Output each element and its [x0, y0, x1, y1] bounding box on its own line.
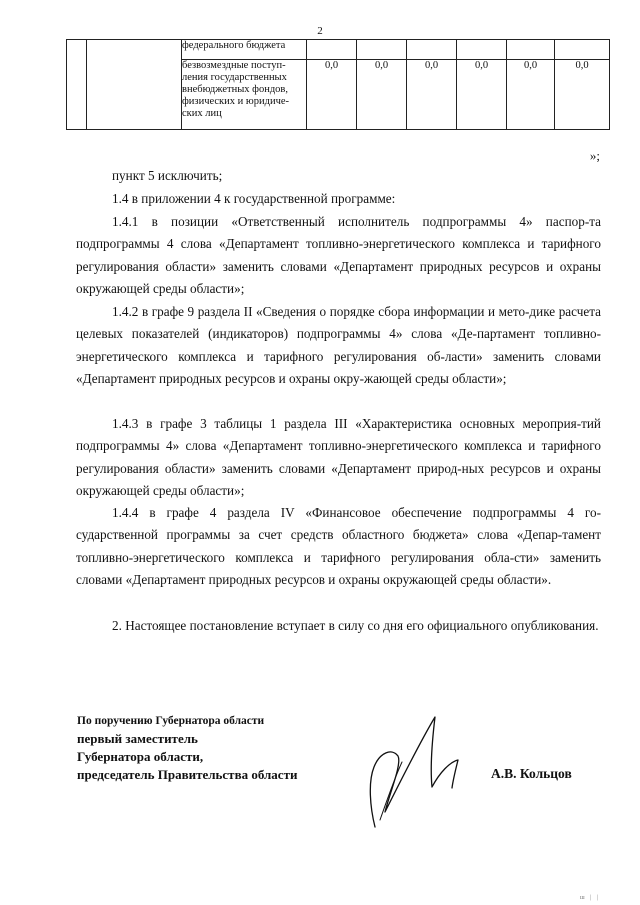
- table-cell-value: 0,0: [357, 60, 407, 130]
- paragraph-1-4-4: 1.4.4 в графе 4 раздела IV «Финансовое обеспечение подпрограммы 4 го-сударственной программы за счет средств областного бюджета» слова «Депар-тамент топливно-энергетического комплекса и тарифного регулирования обла-сти» заменить словами «Департамент природных ресурсов и охраны окружающей среды области».: [76, 505, 601, 588]
- paragraph-item-5: пункт 5 исключить;: [112, 168, 223, 183]
- table-cell-label: федерального бюджета: [182, 40, 307, 60]
- table-cell-empty: [67, 40, 87, 130]
- table-cell-label: безвозмездные поступ- ления государственных внебюджетных фондов, физических и юридиче- ских лиц: [182, 60, 307, 130]
- signature-line: первый заместитель: [77, 731, 198, 746]
- page-number: 2: [317, 25, 323, 37]
- table-cell-empty: [87, 40, 182, 130]
- table-cell-value: [307, 40, 357, 60]
- table-cell-value: 0,0: [555, 60, 610, 130]
- closing-quote-mark: »;: [589, 148, 600, 163]
- table-cell-value: [457, 40, 507, 60]
- signature-line: председатель Правительства области: [77, 767, 298, 782]
- signature-line: По поручению Губернатора области: [77, 715, 265, 727]
- table-cell-value: [407, 40, 457, 60]
- signature-block: [77, 712, 297, 784]
- table-row: [67, 40, 610, 60]
- table-cell-value: 0,0: [307, 60, 357, 130]
- handwritten-signature: [340, 712, 480, 832]
- footer-mark: ш | |: [579, 895, 600, 901]
- paragraph-1-4: 1.4 в приложении 4 к государственной программе:: [112, 191, 396, 206]
- paragraph-1-4-2: 1.4.2 в графе 9 раздела II «Сведения о порядке сбора информации и мето-дике расчета целевых показателей (индикаторов) подпрограммы 4» слова «Де-партамент топливно-энергетического комплекса и тарифного регулирования об-ласти» заменить словами «Департамент природных ресурсов и охраны окру-жающей среды области»;: [76, 304, 601, 387]
- signature-line: Губернатора области,: [77, 749, 204, 764]
- paragraph-1-4-1: 1.4.1 в позиции «Ответственный исполнитель подпрограммы 4» паспор-та подпрограммы 4 слова «Департамент топливно-энергетического комплекса и тарифного регулирования области» заменить словами «Департамент природных ресурсов и охраны окружающей среды области»;: [76, 214, 601, 297]
- table-cell-value: 0,0: [457, 60, 507, 130]
- table-cell-value: [555, 40, 610, 60]
- table-cell-value: 0,0: [507, 60, 555, 130]
- budget-table: [66, 39, 610, 130]
- table-cell-value: [507, 40, 555, 60]
- paragraph-effective-date: 2. Настоящее постановление вступает в силу со дня его официального опубликования.: [112, 618, 599, 633]
- table-cell-value: [357, 40, 407, 60]
- paragraph-1-4-3: 1.4.3 в графе 3 таблицы 1 раздела III «Характеристика основных мероприя-тий подпрограммы 4» слова «Департамент топливно-энергетического комплекса и тарифного регулирования области» заменить словами «Департамент природ-ных ресурсов и охраны окружающей среды области»;: [76, 416, 601, 499]
- table-cell-value: 0,0: [407, 60, 457, 130]
- signer-name: А.В. Кольцов: [491, 766, 572, 781]
